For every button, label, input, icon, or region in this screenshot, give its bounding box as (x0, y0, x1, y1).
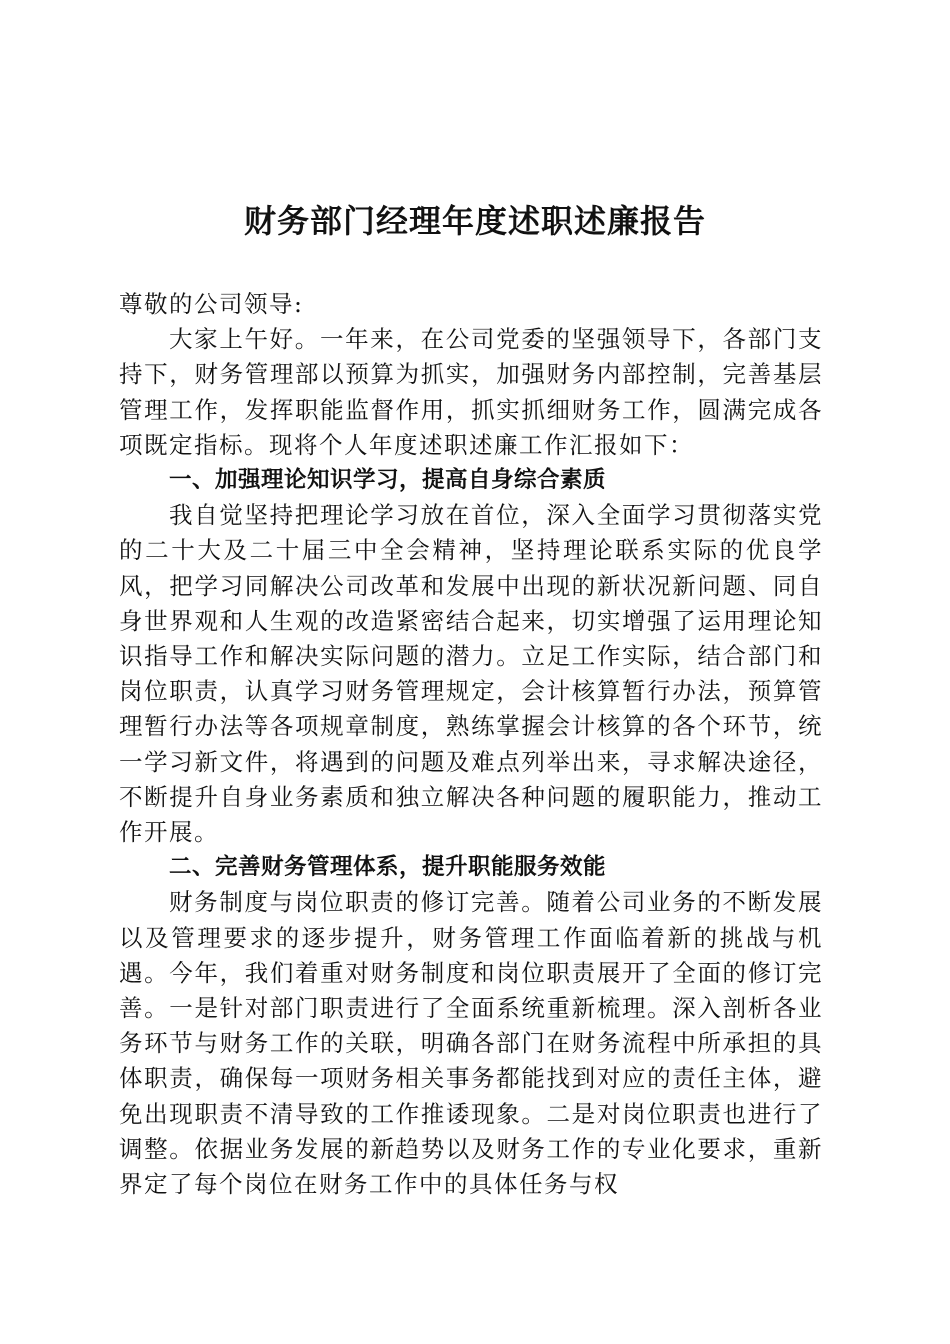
salutation: 尊敬的公司领导: (119, 290, 304, 318)
document-title: 财务部门经理年度述职述廉报告 (243, 202, 706, 240)
section-2-heading: 二、完善财务管理体系，提升职能服务效能 (169, 854, 607, 881)
section-2-paragraph: 财务制度与岗位职责的修订完善。随着公司业务的不断发展以及管理要求的逐步提升，财务管理工作面临着新的挑战与机遇。今年，我们着重对财务制度和岗位职责展开了全面的修订完善。一是针对部门职责进行了全面系统重新梳理。深入剖析各业务环节与财务工作的关联，明确各部门在财务流程中所承担的具体职责，确保每一项财务相关事务都能找到对应的责任主体，避免出现职责不清导致的工作推诿现象。二是对岗位职责也进行了调整。依据业务发展的新趋势以及财务工作的专业化要求，重新界定了每个岗位在财务工作中的具体任务与权 (119, 888, 823, 1199)
document-body (119, 287, 823, 1202)
section-1-paragraph: 我自觉坚持把理论学习放在首位，深入全面学习贯彻落实党的二十大及二十届三中全会精神，坚持理论联系实际的优良学风，把学习同解决公司改革和发展中出现的新状况新问题、同自身世界观和人生观的改造紧密结合起来，切实增强了运用理论知识指导工作和解决实际问题的潜力。立足工作实际，结合部门和岗位职责，认真学习财务管理规定，会计核算暂行办法，预算管理暂行办法等各项规章制度，熟练掌握会计核算的各个环节，统一学习新文件，将遇到的问题及难点列举出来，寻求解决途径，不断提升自身业务素质和独立解决各种问题的履职能力，推动工作开展。 (119, 501, 823, 847)
section-1-heading: 一、加强理论知识学习，提高自身综合素质 (169, 467, 607, 494)
intro-paragraph: 大家上午好。一年来，在公司党委的坚强领导下，各部门支持下，财务管理部以预算为抓实，加强财务内部控制，完善基层管理工作，发挥职能监督作用，抓实抓细财务工作，圆满完成各项既定指标。现将个人年度述职述廉工作汇报如下： (119, 325, 823, 459)
